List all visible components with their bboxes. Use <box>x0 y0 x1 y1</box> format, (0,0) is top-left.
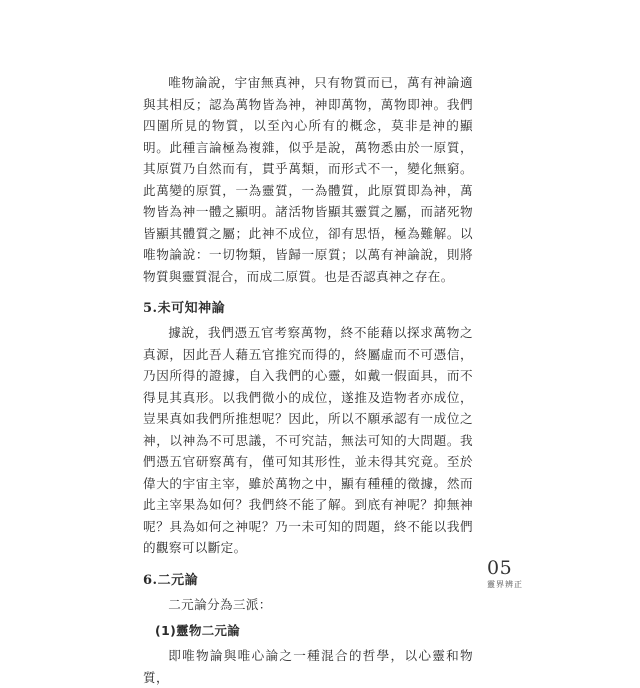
section-heading-agnosticism: 5.未可知神論 <box>143 301 226 316</box>
paragraph-dualism-intro: 二元論分為三派： <box>168 596 272 612</box>
paragraph-spirit-matter-dualism: 即唯物論與唯心論之一種混合的哲學，以心靈和物質， <box>143 648 473 685</box>
subsection-heading-spirit-matter-dualism: (1)靈物二元論 <box>155 623 241 638</box>
page-number: 05 <box>487 557 513 579</box>
paragraph-materialism-pantheism: 唯物論說，宇宙無真神，只有物質而已，萬有神論適與其相反；認為萬物皆為神，神即萬物，萬物即神。我們四圍所見的物質，以至內心所有的概念，莫非是神的顯明。此種言論極為複雜，似乎是說，萬物悉由於一原質，其原質乃自然而有，貫乎萬類，而形式不一，變化無窮。此萬變的原質，一為靈質，一為體質，此原質即為神，萬物皆為神一體之顯明。諸活物皆顯其靈質之屬，而諸死物皆顯其體質之屬；此神不成位，卻有思悟，極為難解。以唯物論說：一切物類，皆歸一原質；以萬有神論說，則將物質與靈質混合，而成二原質。也是否認真神之存在。 <box>143 75 473 284</box>
section-heading-dualism: 6.二元論 <box>143 572 199 588</box>
page-folio <box>487 558 523 590</box>
body-text-column <box>143 72 473 688</box>
running-title: 靈界辨正 <box>487 580 523 589</box>
paragraph-agnosticism: 據說，我們憑五官考察萬物，終不能藉以探求萬物之真源，因此吾人藉五官推究而得的，終屬虛而不可憑信，乃因所得的證據，自入我們的心靈，如戴一假面具，而不得見其真形。以我們微小的成位，遂推及造物者亦成位，豈果真如我們所推想呢？因此，所以不願承認有一成位之神，以神為不可思議，不可究詰，無法可知的大問題。我們憑五官研察萬有，僅可知其形性，並未得其究竟。至於偉大的宇宙主宰，雖於萬物之中，顯有種種的徵據，然而此主宰果為如何？我們終不能了解。到底有神呢？抑無神呢？具為如何之神呢？乃一未可知的問題，終不能以我們的觀察可以斷定。 <box>143 325 473 555</box>
